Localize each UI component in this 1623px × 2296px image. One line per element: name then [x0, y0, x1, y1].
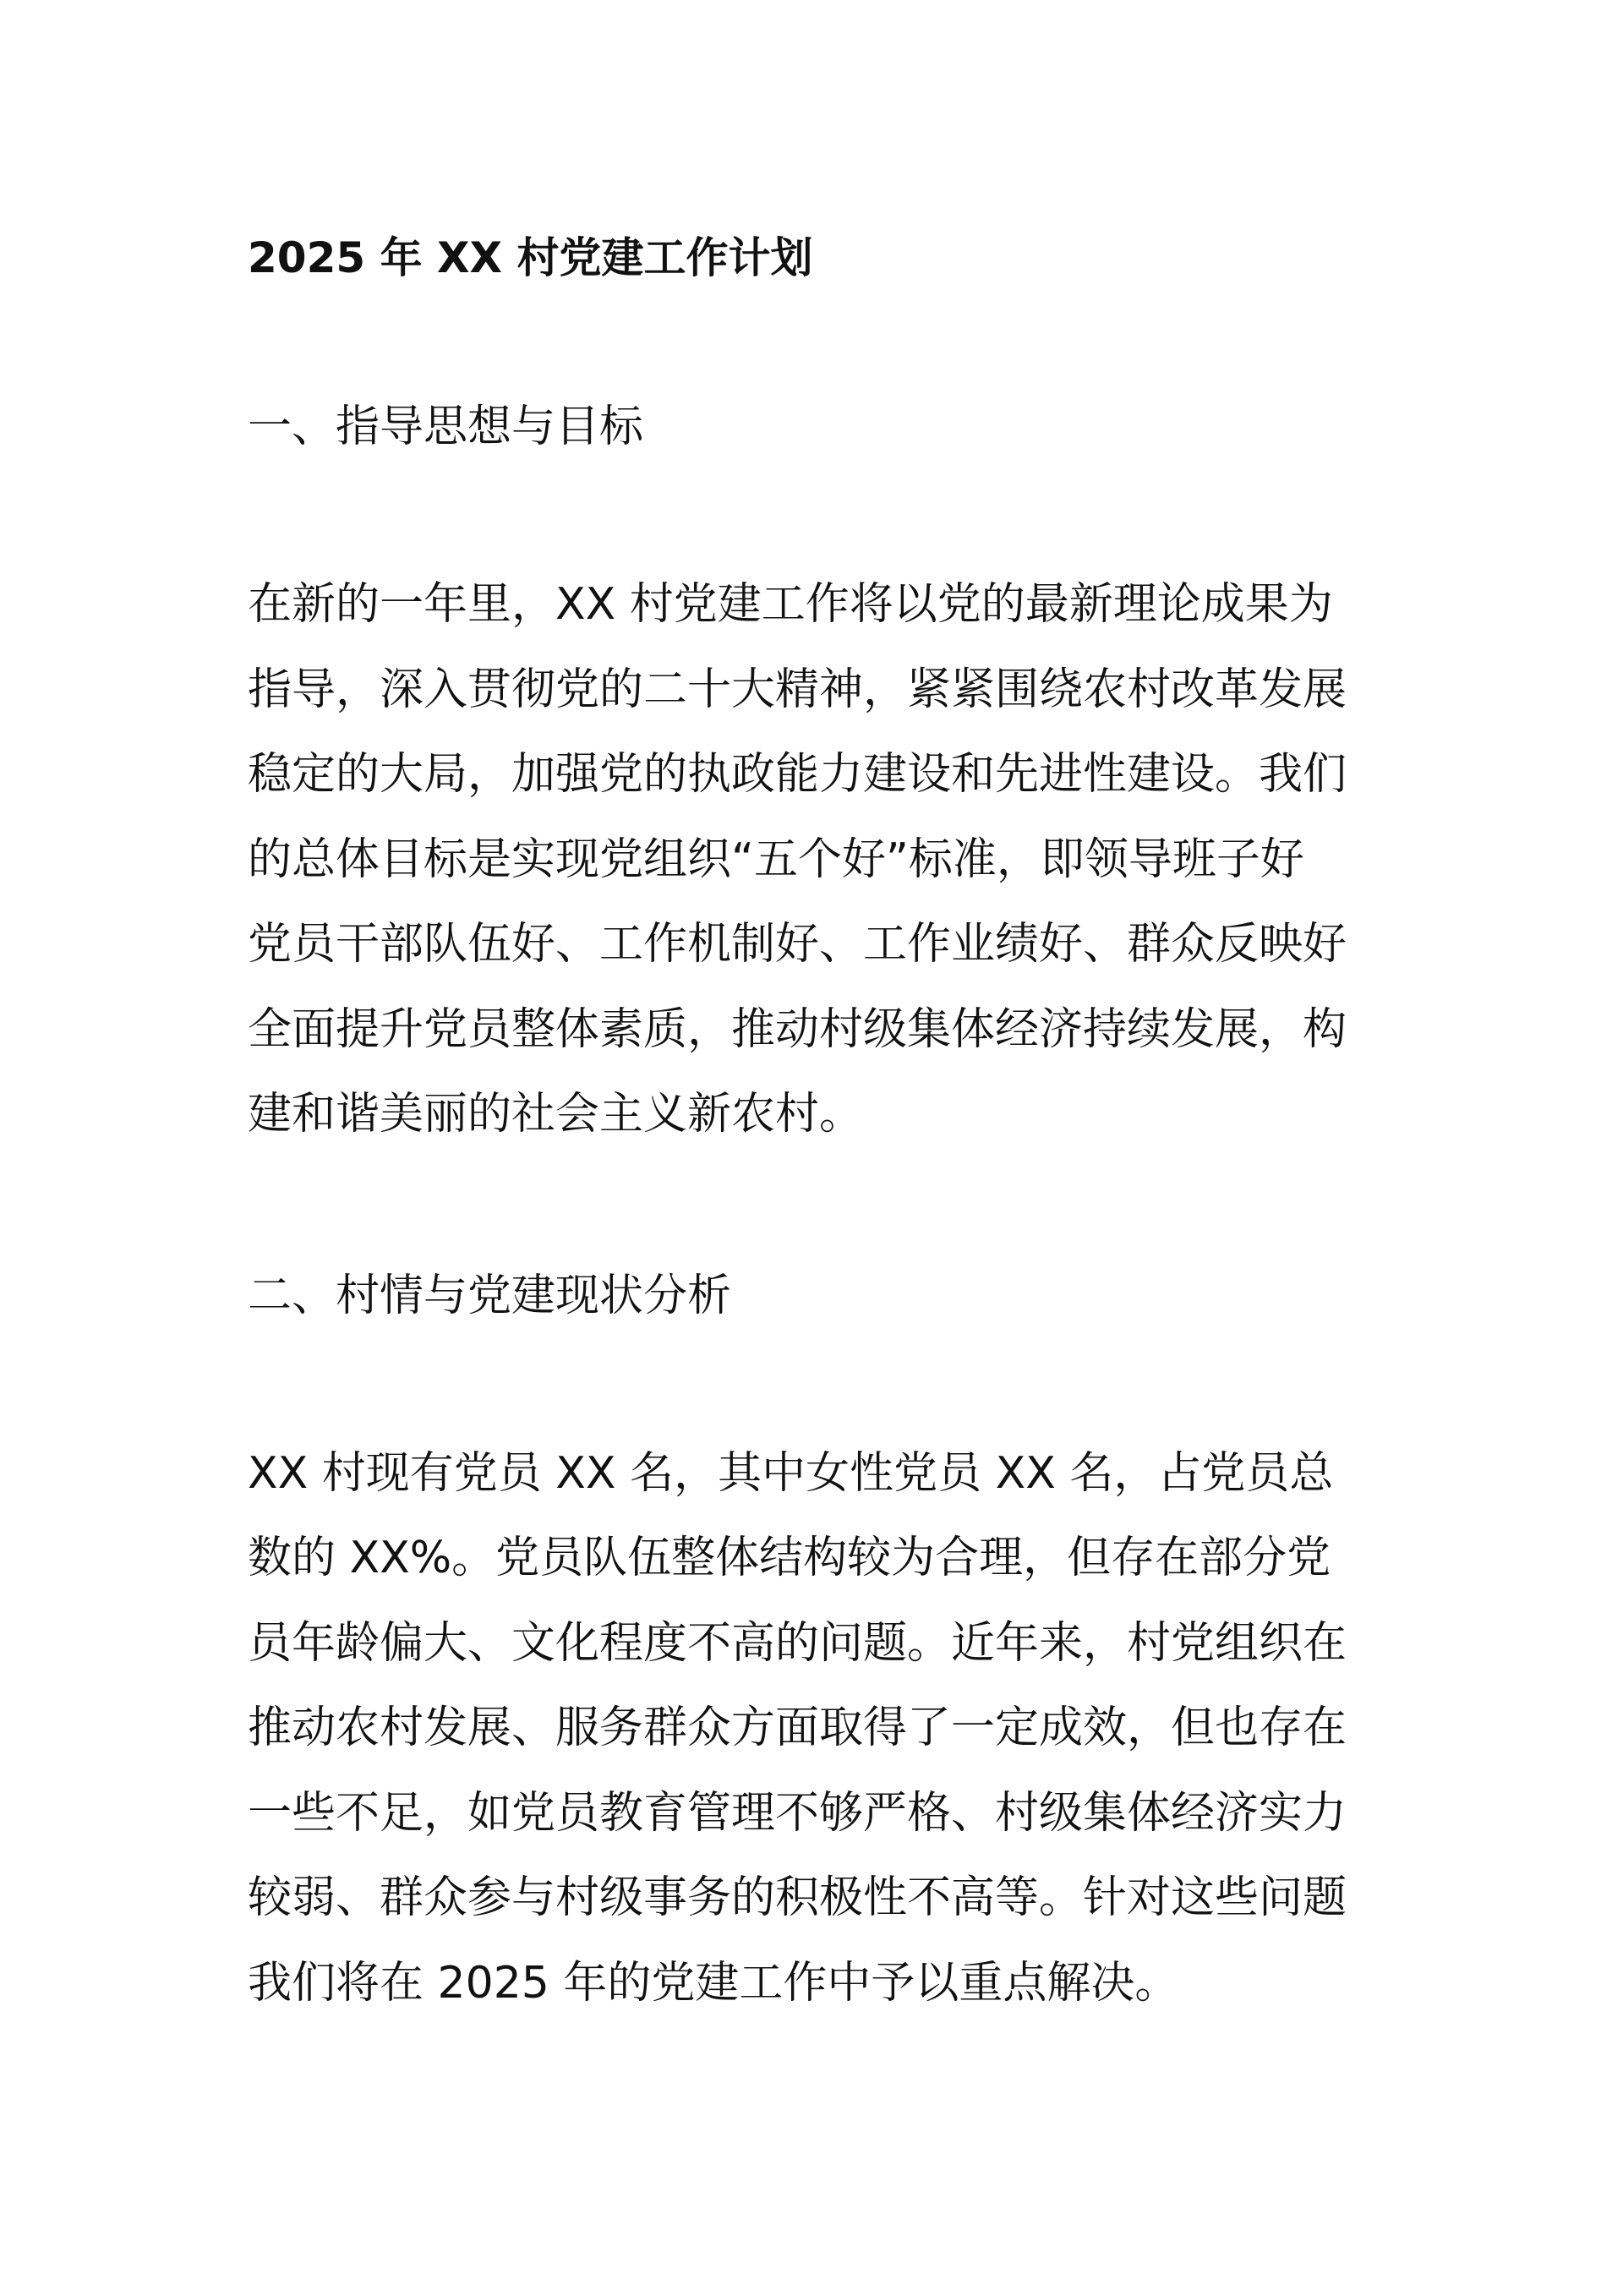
paragraph-line: 我们将在 2025 年的党建工作中予以重点解决。	[248, 1957, 1179, 2009]
section-heading-guiding-ideology: 一、指导思想与目标	[248, 402, 644, 452]
paragraph-line: 指导，深入贯彻党的二十大精神，紧紧围绕农村改革发展	[248, 664, 1347, 715]
paragraph-line: 推动农村发展、服务群众方面取得了一定成效，但也存在	[248, 1703, 1347, 1753]
paragraph-line: 建和谐美丽的社会主义新农村。	[248, 1089, 864, 1140]
paragraph-line: 党员干部队伍好、工作机制好、工作业绩好、群众反映好	[248, 919, 1347, 970]
paragraph-line: 在新的一年里，XX 村党建工作将以党的最新理论成果为	[248, 579, 1333, 630]
paragraph-line: 的总体目标是实现党组织“五个好”标准，即领导班子好	[248, 834, 1304, 885]
paragraph-line: 一些不足，如党员教育管理不够严格、村级集体经济实力	[248, 1787, 1347, 1839]
paragraph-line: 全面提升党员整体素质，推动村级集体经济持续发展，构	[248, 1003, 1347, 1055]
paragraph-line: 稳定的大局，加强党的执政能力建设和先进性建设。我们	[248, 749, 1347, 800]
paragraph-line: 数的 XX%。党员队伍整体结构较为合理，但存在部分党	[248, 1533, 1331, 1583]
paragraph-line: 较弱、群众参与村级事务的积极性不高等。针对这些问题	[248, 1872, 1347, 1923]
document-body	[248, 224, 1397, 2025]
section-paragraph-village-analysis	[248, 1431, 1397, 2026]
section-paragraph-guiding-ideology	[248, 562, 1397, 1157]
paragraph-line: XX 村现有党员 XX 名，其中女性党员 XX 名，占党员总	[248, 1447, 1334, 1499]
paragraph-line: 员年龄偏大、文化程度不高的问题。近年来，村党组织在	[248, 1617, 1347, 1669]
section-heading-village-analysis: 二、村情与党建现状分析	[248, 1270, 732, 1321]
document-title: 2025 年 XX 村党建工作计划	[248, 233, 813, 282]
